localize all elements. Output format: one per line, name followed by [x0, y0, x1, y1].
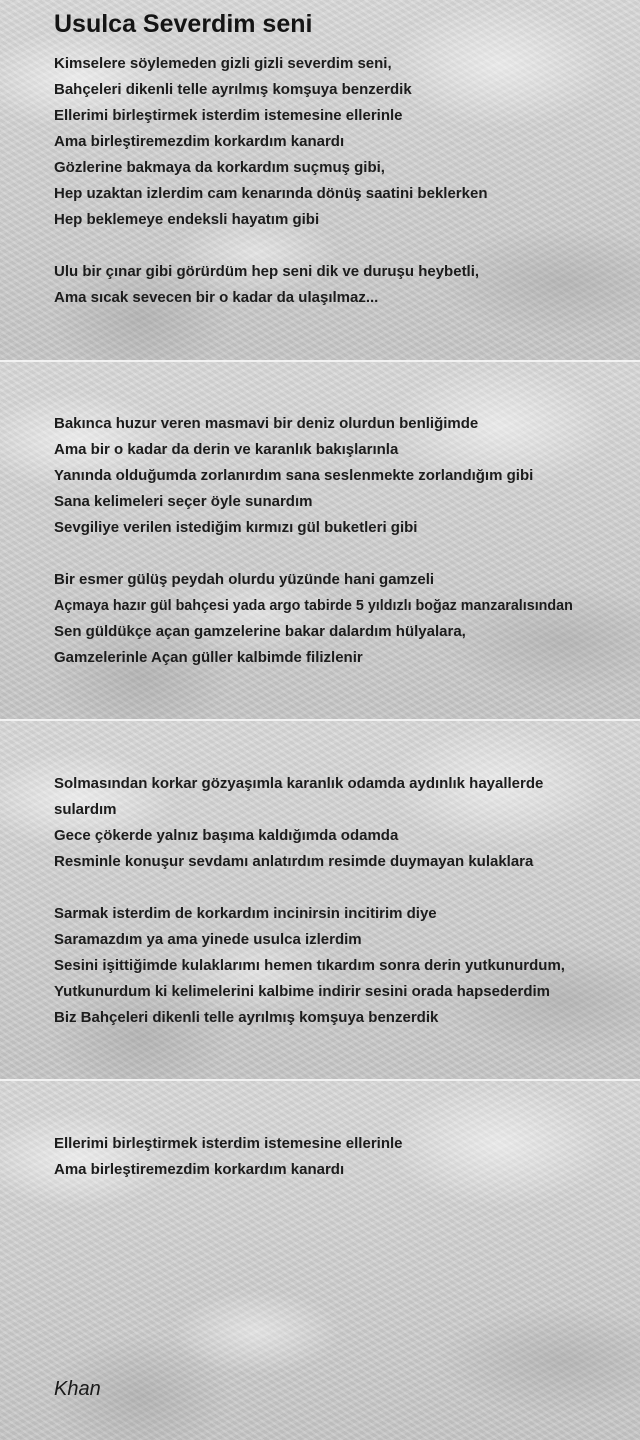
poem-line: Resminle konuşur sevdamı anlatırdım resimde duymayan kulaklara [54, 853, 534, 870]
panel-divider [0, 719, 640, 721]
poem-line: Ama bir o kadar da derin ve karanlık bakışlarınla [54, 441, 399, 458]
poem-line: Ellerimi birleştirmek isterdim istemesine ellerinle [54, 107, 403, 124]
stanza-1 [54, 51, 487, 233]
poem-line: Sana kelimeleri seçer öyle sunardım [54, 493, 313, 510]
stanza-7 [54, 1131, 403, 1183]
poem-line: Ama sıcak sevecen bir o kadar da ulaşılmaz... [54, 289, 379, 306]
poem-line: Yutkunurdum ki kelimelerini kalbime indirir sesini orada hapsederdim [54, 983, 550, 1000]
stanza-2 [54, 259, 479, 311]
poem-line: Gözlerine bakmaya da korkardım suçmuş gibi, [54, 159, 385, 176]
poem-line: Ellerimi birleştirmek isterdim istemesine ellerinle [54, 1135, 403, 1152]
poem-line: Sevgiliye verilen istediğim kırmızı gül buketleri gibi [54, 519, 418, 536]
poem-line: Bahçeleri dikenli telle ayrılmış komşuya benzerdik [54, 81, 412, 98]
poem-line: sulardım [54, 801, 117, 818]
stanza-4 [54, 567, 573, 671]
panel-divider [0, 360, 640, 362]
poem-line: Sen güldükçe açan gamzelerine bakar dalardım hülyalara, [54, 623, 466, 640]
stanza-6 [54, 901, 565, 1031]
poem-line: Hep beklemeye endeksli hayatım gibi [54, 211, 320, 228]
poem-line: Sarmak isterdim de korkardım incinirsin incitirim diye [54, 905, 437, 922]
poem-line: Yanında olduğumda zorlanırdım sana seslenmekte zorlandığım gibi [54, 467, 534, 484]
poem-line: Biz Bahçeleri dikenli telle ayrılmış komşuya benzerdik [54, 1009, 439, 1026]
stanza-3 [54, 411, 533, 541]
poem-line: Açmaya hazır gül bahçesi yada argo tabirde 5 yıldızlı boğaz manzaralısından [54, 598, 573, 614]
poem-line: Sesini işittiğimde kulaklarımı hemen tıkardım sonra derin yutkunurdum, [54, 957, 565, 974]
poem-line: Ama birleştiremezdim korkardım kanardı [54, 1161, 345, 1178]
poem-line: Gamzelerinle Açan güller kalbimde filizlenir [54, 649, 363, 666]
panel-divider [0, 1079, 640, 1081]
poem-author: Khan [54, 1378, 101, 1400]
poem-line: Ama birleştiremezdim korkardım kanardı [54, 133, 345, 150]
poem-line: Bir esmer gülüş peydah olurdu yüzünde hani gamzeli [54, 571, 435, 588]
poem-line: Solmasından korkar gözyaşımla karanlık odamda aydınlık hayallerde [54, 775, 544, 792]
poem-line: Saramazdım ya ama yinede usulca izlerdim [54, 931, 362, 948]
stanza-5 [54, 771, 543, 875]
poem-line: Hep uzaktan izlerdim cam kenarında dönüş saatini beklerken [54, 185, 488, 202]
poem-title: Usulca Severdim seni [54, 10, 313, 38]
poem-line: Kimselere söylemeden gizli gizli severdim seni, [54, 55, 392, 72]
poem-line: Ulu bir çınar gibi görürdüm hep seni dik ve duruşu heybetli, [54, 263, 480, 280]
poem-line: Bakınca huzur veren masmavi bir deniz olurdun benliğimde [54, 415, 479, 432]
poem-line: Gece çökerde yalnız başıma kaldığımda odamda [54, 827, 399, 844]
